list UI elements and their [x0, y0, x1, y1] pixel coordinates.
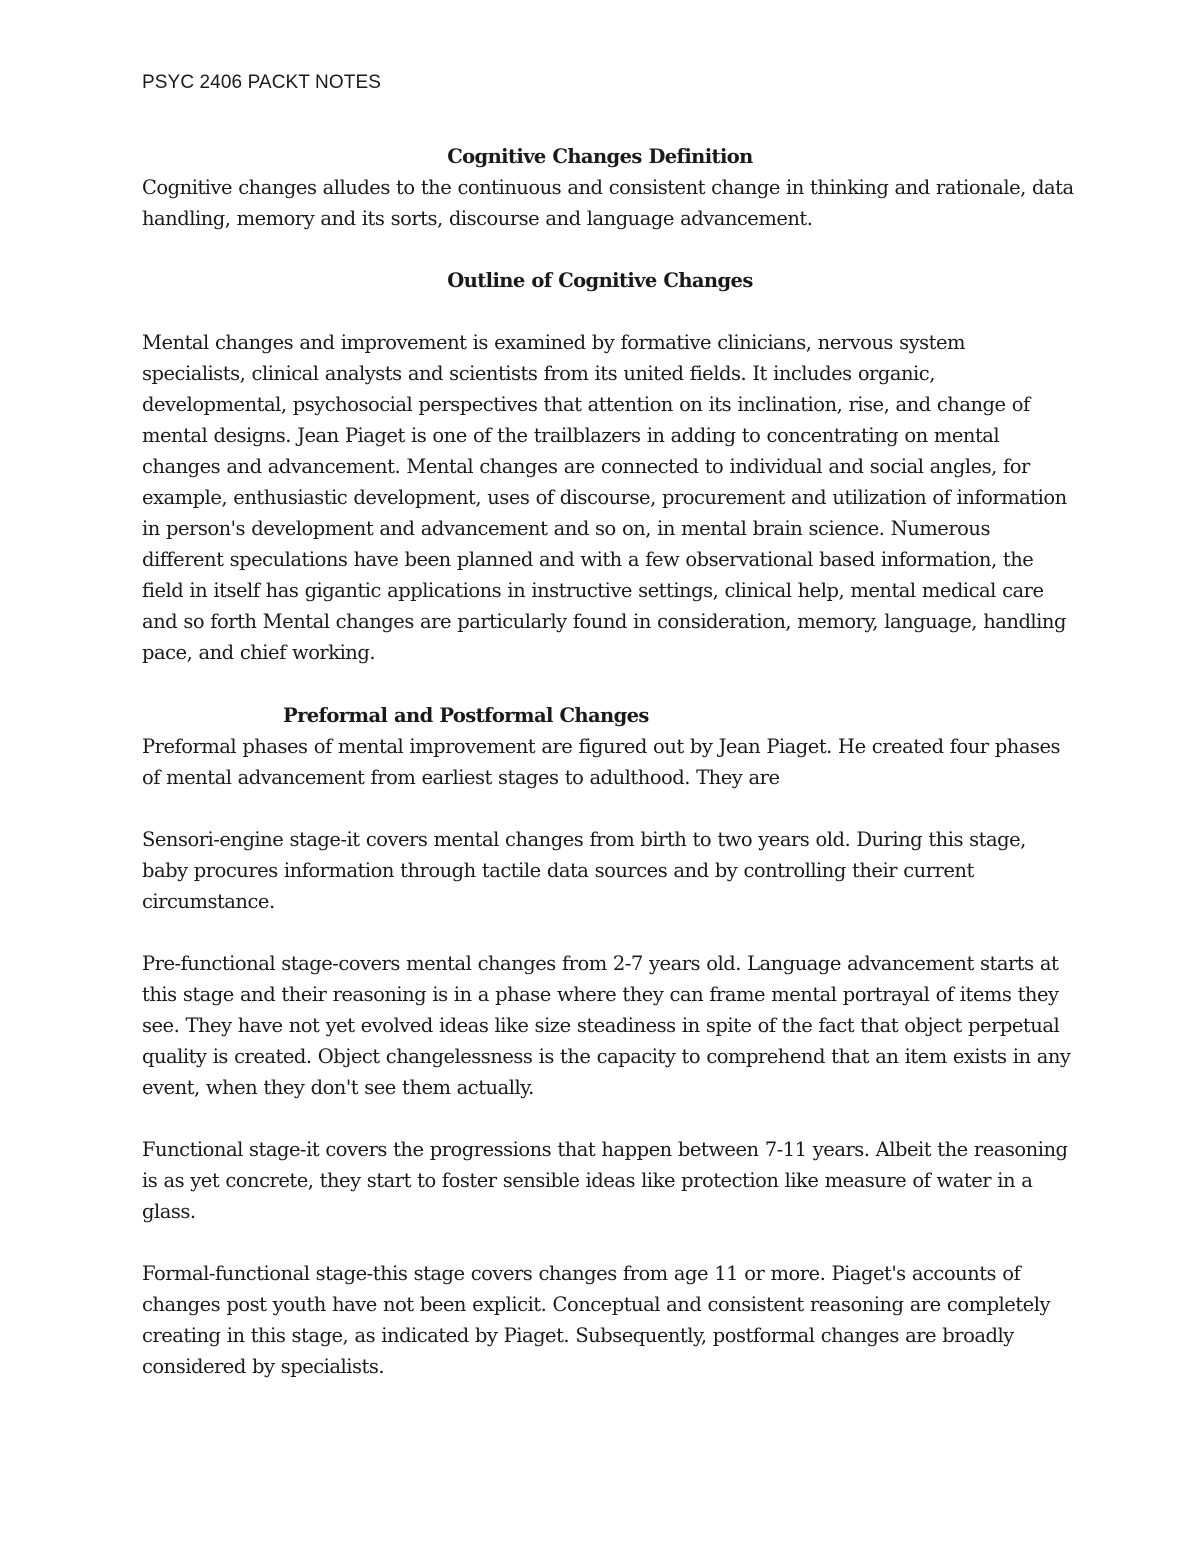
- paragraph-line: Pre-functional stage-covers mental changes from 2-7 years old. Language advancement starts at: [142, 952, 1059, 975]
- paragraph-line: handling, memory and its sorts, discourse and language advancement.: [142, 207, 813, 230]
- paragraph-line: Formal-functional stage-this stage covers changes from age 11 or more. Piaget's accounts of: [142, 1262, 1021, 1285]
- definition-heading: Cognitive Changes Definition: [447, 145, 753, 168]
- paragraph-line: event, when they don't see them actually.: [142, 1076, 534, 1099]
- paragraph-line: changes and advancement. Mental changes are connected to individual and social angles, for: [142, 455, 1030, 478]
- sensori-stage-paragraph: [142, 824, 1072, 917]
- paragraph-line: Functional stage-it covers the progressions that happen between 7-11 years. Albeit the reasoning: [142, 1138, 1068, 1161]
- paragraph-line: pace, and chief working.: [142, 641, 376, 664]
- paragraph-line: glass.: [142, 1200, 196, 1223]
- outline-paragraph: [142, 327, 1072, 668]
- paragraph-line: specialists, clinical analysts and scientists from its united fields. It includes organic,: [142, 362, 935, 385]
- paragraph-line: of mental advancement from earliest stages to adulthood. They are: [142, 766, 780, 789]
- preformal-intro-paragraph: [142, 731, 1072, 793]
- course-header: PSYC 2406 PACKT NOTES: [142, 72, 381, 93]
- outline-heading: Outline of Cognitive Changes: [447, 269, 753, 292]
- paragraph-line: Cognitive changes alludes to the continuous and consistent change in thinking and rationale, data: [142, 176, 1074, 199]
- paragraph-line: changes post youth have not been explicit. Conceptual and consistent reasoning are completely: [142, 1293, 1050, 1316]
- paragraph-line: and so forth Mental changes are particularly found in consideration, memory, language, handling: [142, 610, 1066, 633]
- prefunctional-stage-paragraph: [142, 948, 1072, 1103]
- paragraph-line: Preformal phases of mental improvement are figured out by Jean Piaget. He created four phases: [142, 735, 1061, 758]
- paragraph-line: is as yet concrete, they start to foster sensible ideas like protection like measure of water in a: [142, 1169, 1033, 1192]
- paragraph-line: in person's development and advancement and so on, in mental brain science. Numerous: [142, 517, 990, 540]
- paragraph-line: field in itself has gigantic applications in instructive settings, clinical help, mental medical care: [142, 579, 1044, 602]
- paragraph-line: different speculations have been planned and with a few observational based information, the: [142, 548, 1034, 571]
- paragraph-line: Sensori-engine stage-it covers mental changes from birth to two years old. During this stage,: [142, 828, 1026, 851]
- paragraph-line: quality is created. Object changelessness is the capacity to comprehend that an item exists in any: [142, 1045, 1071, 1068]
- paragraph-line: circumstance.: [142, 890, 275, 913]
- paragraph-line: this stage and their reasoning is in a phase where they can frame mental portrayal of items they: [142, 983, 1059, 1006]
- paragraph-line: example, enthusiastic development, uses of discourse, procurement and utilization of information: [142, 486, 1067, 509]
- paragraph-line: developmental, psychosocial perspectives that attention on its inclination, rise, and change of: [142, 393, 1030, 416]
- functional-stage-paragraph: [142, 1134, 1072, 1227]
- paragraph-line: considered by specialists.: [142, 1355, 385, 1378]
- paragraph-line: baby procures information through tactile data sources and by controlling their current: [142, 859, 974, 882]
- paragraph-line: mental designs. Jean Piaget is one of the trailblazers in adding to concentrating on mental: [142, 424, 1000, 447]
- paragraph-line: see. They have not yet evolved ideas like size steadiness in spite of the fact that object perpetual: [142, 1014, 1060, 1037]
- paragraph-line: creating in this stage, as indicated by Piaget. Subsequently, postformal changes are broadly: [142, 1324, 1014, 1347]
- preformal-heading: Preformal and Postformal Changes: [283, 704, 649, 727]
- paragraph-line: Mental changes and improvement is examined by formative clinicians, nervous system: [142, 331, 965, 354]
- formal-stage-paragraph: [142, 1258, 1072, 1382]
- definition-paragraph: [142, 172, 1072, 234]
